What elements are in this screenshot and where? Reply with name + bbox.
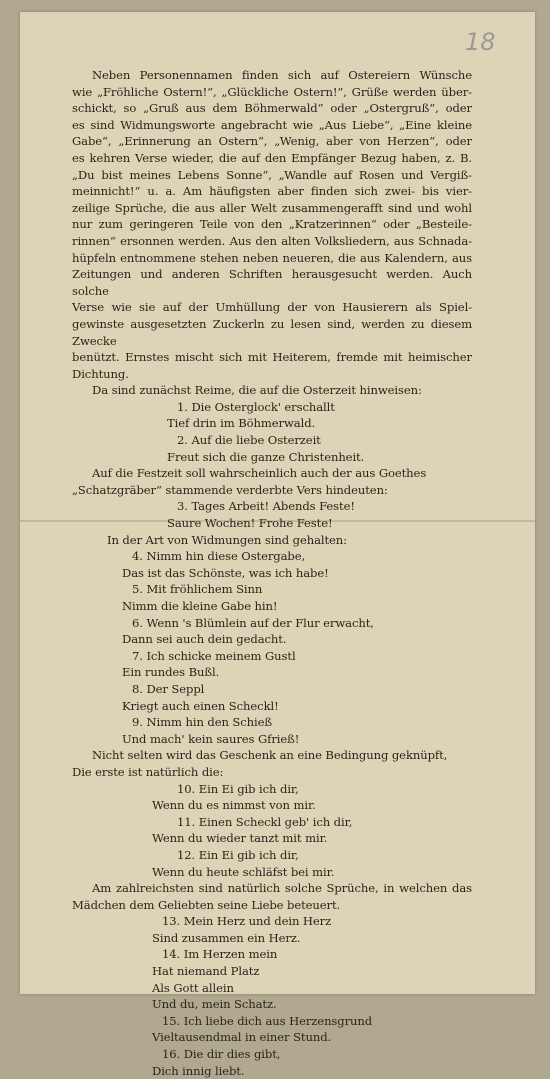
text-line: es sind Widmungsworte angebracht wie „Aus Liebe“, „Eine kleine	[72, 117, 472, 132]
text-line: Da sind zunächst Reime, die auf die Osterzeit hinweisen:	[92, 383, 422, 398]
verse-line: 3. Tages Arbeit! Abends Feste!	[177, 499, 355, 514]
text-line: Gabe“, „Erinnerung an Ostern“, „Wenig, aber von Herzen“, oder	[72, 134, 472, 149]
text-line: Am zahlreichsten sind natürlich solche Sprüche, in welchen das	[92, 881, 472, 896]
text-line: rinnen“ ersonnen werden. Aus den alten Volksliedern, aus Schnada-	[72, 233, 472, 248]
body-text	[72, 67, 472, 1079]
verse-line: Nimm die kleine Gabe hin!	[122, 599, 278, 613]
text-line: gewinste ausgesetzten Zuckerln zu lesen sind, werden zu diesem Zwecke	[72, 316, 472, 348]
text-line: schickt, so „Gruß aus dem Böhmerwald“ oder „Ostergruß“, oder	[72, 101, 472, 116]
text-line: benützt. Ernstes mischt sich mit Heiterem, fremde mit heimischer	[72, 350, 472, 365]
text-line: wie „Fröhliche Ostern!“, „Glückliche Ostern!“, Grüße werden über-	[72, 84, 472, 99]
verse-line: Wenn du es nimmst von mir.	[152, 798, 316, 813]
verse-line: 9. Nimm hin den Schieß	[132, 715, 273, 730]
verse-line: Und du, mein Schatz.	[152, 997, 277, 1012]
text-line: Neben Personennamen finden sich auf Ostereiern Wünsche	[92, 68, 472, 82]
text-line: nur zum geringeren Teile von den „Kratzerinnen“ oder „Besteile-	[72, 217, 472, 232]
verse-line: Wenn du wieder tanzt mit mir.	[152, 831, 328, 846]
verse-line: Sind zusammen ein Herz.	[152, 930, 301, 945]
verse-line: Dich innig liebt.	[152, 1063, 245, 1078]
verse-line: 13. Mein Herz und dein Herz	[162, 914, 332, 929]
text-line: „Schatzgräber“ stammende verderbte Vers hindeuten:	[72, 482, 388, 497]
text-line: In der Art von Widmungen sind gehalten:	[107, 532, 347, 547]
text-line: Verse wie sie auf der Umhüllung der von Hausierern als Spiel-	[72, 300, 472, 315]
verse-line: 8. Der Seppl	[132, 681, 205, 696]
text-line: Mädchen dem Geliebten seine Liebe beteuert.	[72, 897, 341, 912]
verse-line: Hat niemand Platz	[152, 964, 260, 979]
text-line: Die erste ist natürlich die:	[72, 764, 224, 779]
page-number: 18	[465, 28, 496, 56]
verse-line: Ein rundes Bußl.	[122, 665, 220, 680]
verse-line: 16. Die dir dies gibt,	[162, 1047, 281, 1062]
verse-line: 12. Ein Ei gib ich dir,	[177, 847, 299, 862]
text-line: zeilige Sprüche, die aus aller Welt zusammengerafft sind und wohl	[72, 200, 472, 215]
text-line: es kehren Verse wieder, die auf den Empfänger Bezug haben, z. B.	[72, 150, 472, 165]
text-line: Nicht selten wird das Geschenk an eine Bedingung geknüpft,	[92, 748, 448, 763]
verse-line: 11. Einen Scheckl geb' ich dir,	[177, 814, 353, 829]
text-line: meinnicht!“ u. a. Am häufigsten aber finden sich zwei- bis vier-	[72, 184, 472, 199]
verse-line: Tief drin im Böhmerwald.	[167, 416, 316, 431]
verse-line: Und mach' kein saures Gfrieß!	[122, 731, 300, 746]
text-line: Auf die Festzeit soll wahrscheinlich auch der aus Goethes	[92, 466, 427, 481]
text-line: „Du bist meines Lebens Sonne“, „Wandle auf Rosen und Vergiß-	[72, 167, 472, 182]
verse-line: Kriegt auch einen Scheckl!	[122, 698, 279, 713]
verse-line: Wenn du heute schläfst bei mir.	[152, 864, 335, 879]
verse-line: 15. Ich liebe dich aus Herzensgrund	[162, 1013, 373, 1028]
verse-line: Vieltausendmal in einer Stund.	[152, 1030, 332, 1045]
verse-line: Als Gott allein	[152, 980, 234, 995]
verse-line: 14. Im Herzen mein	[162, 947, 278, 962]
verse-line: 2. Auf die liebe Osterzeit	[177, 433, 321, 448]
verse-line: 10. Ein Ei gib ich dir,	[177, 781, 299, 796]
text-line: Zeitungen und anderen Schriften herausgesucht werden. Auch solche	[72, 267, 472, 298]
verse-line: 4. Nimm hin diese Ostergabe,	[132, 549, 306, 564]
verse-line: Dann sei auch dein gedacht.	[122, 632, 287, 647]
verse-line: 7. Ich schicke meinem Gustl	[132, 648, 296, 663]
verse-line: Saure Wochen! Frohe Feste!	[167, 516, 333, 531]
verse-line: Freut sich die ganze Christenheit.	[167, 449, 365, 464]
text-line: Dichtung.	[72, 366, 129, 381]
verse-line: 6. Wenn 's Blümlein auf der Flur erwacht,	[132, 615, 374, 630]
text-line: hüpfeln entnommene stehen neben neueren, die aus Kalendern, aus	[72, 250, 472, 265]
verse-line: 1. Die Osterglock' erschallt	[177, 399, 335, 414]
verse-line: 5. Mit fröhlichem Sinn	[132, 582, 263, 597]
verse-line: Das ist das Schönste, was ich habe!	[122, 565, 329, 580]
